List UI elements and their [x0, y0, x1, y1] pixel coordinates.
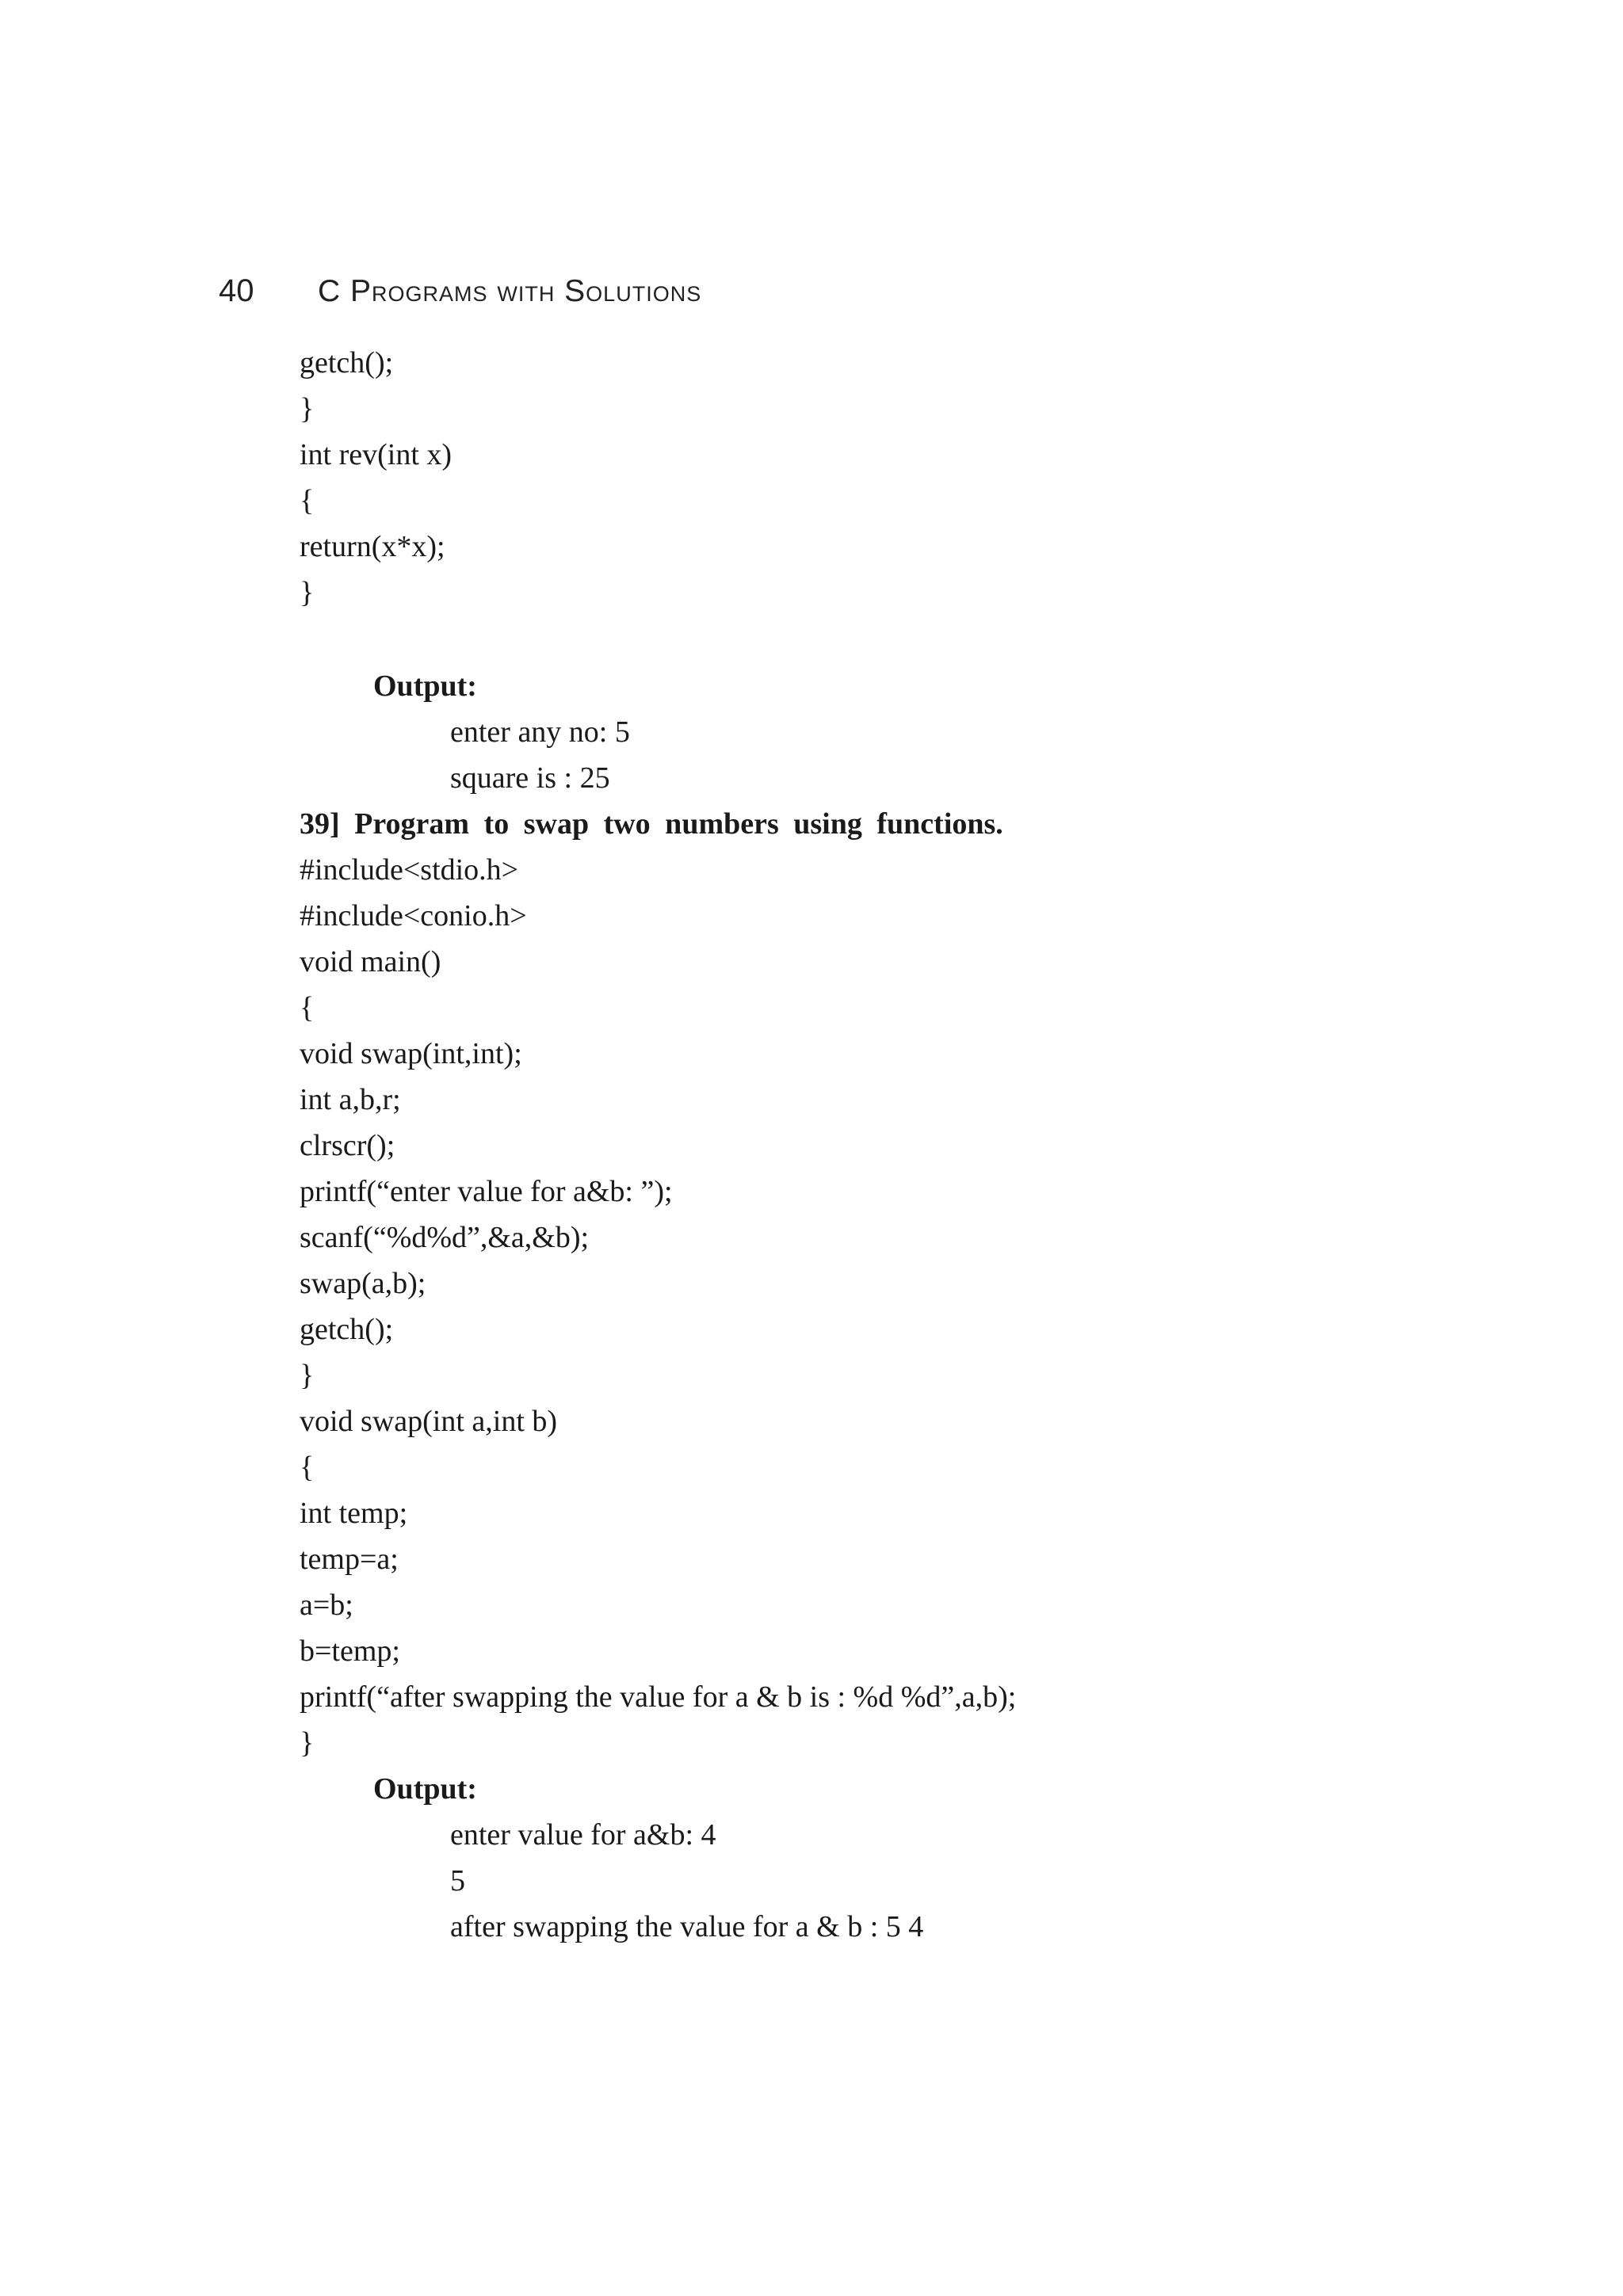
- code-line: #include<conio.h>: [300, 899, 527, 933]
- page-header: [219, 273, 701, 321]
- code-line: getch();: [300, 1313, 394, 1346]
- output-line: after swapping the value for a & b : 5 4: [450, 1910, 924, 1943]
- code-line: int temp;: [300, 1497, 408, 1530]
- code-line: getch();: [300, 346, 394, 379]
- code-line: #include<stdio.h>: [300, 853, 519, 887]
- page-number: 40: [219, 273, 254, 308]
- program-heading: 39] Program to swap two numbers using functions.: [300, 807, 1003, 841]
- code-line: int a,b,r;: [300, 1083, 401, 1116]
- code-line: temp=a;: [300, 1543, 399, 1576]
- output-line: 5: [450, 1864, 465, 1897]
- output-label: Output:: [373, 669, 477, 703]
- code-line: swap(a,b);: [300, 1267, 426, 1300]
- code-line: }: [300, 1726, 315, 1760]
- code-line: scanf(“%d%d”,&a,&b);: [300, 1221, 590, 1254]
- code-line: void swap(int a,int b): [300, 1405, 558, 1438]
- code-line: b=temp;: [300, 1634, 400, 1668]
- code-line: return(x*x);: [300, 530, 445, 563]
- code-line: printf(“after swapping the value for a & b is : %d %d”,a,b);: [300, 1680, 1017, 1714]
- running-title: C Programs with Solutions: [318, 274, 702, 308]
- code-line: a=b;: [300, 1589, 353, 1622]
- code-line: {: [300, 1451, 315, 1484]
- output-line: square is : 25: [450, 761, 610, 795]
- output-line: enter any no: 5: [450, 715, 630, 749]
- code-line: void main(): [300, 945, 441, 978]
- code-line: }: [300, 576, 315, 609]
- code-line: void swap(int,int);: [300, 1037, 522, 1070]
- code-line: {: [300, 484, 315, 517]
- code-line: {: [300, 991, 315, 1024]
- code-line: }: [300, 392, 315, 425]
- output-label: Output:: [373, 1772, 477, 1806]
- code-line: clrscr();: [300, 1129, 395, 1162]
- code-line: int rev(int x): [300, 438, 453, 471]
- code-line: }: [300, 1359, 315, 1392]
- code-line: printf(“enter value for a&b: ”);: [300, 1175, 673, 1208]
- output-line: enter value for a&b: 4: [450, 1818, 716, 1852]
